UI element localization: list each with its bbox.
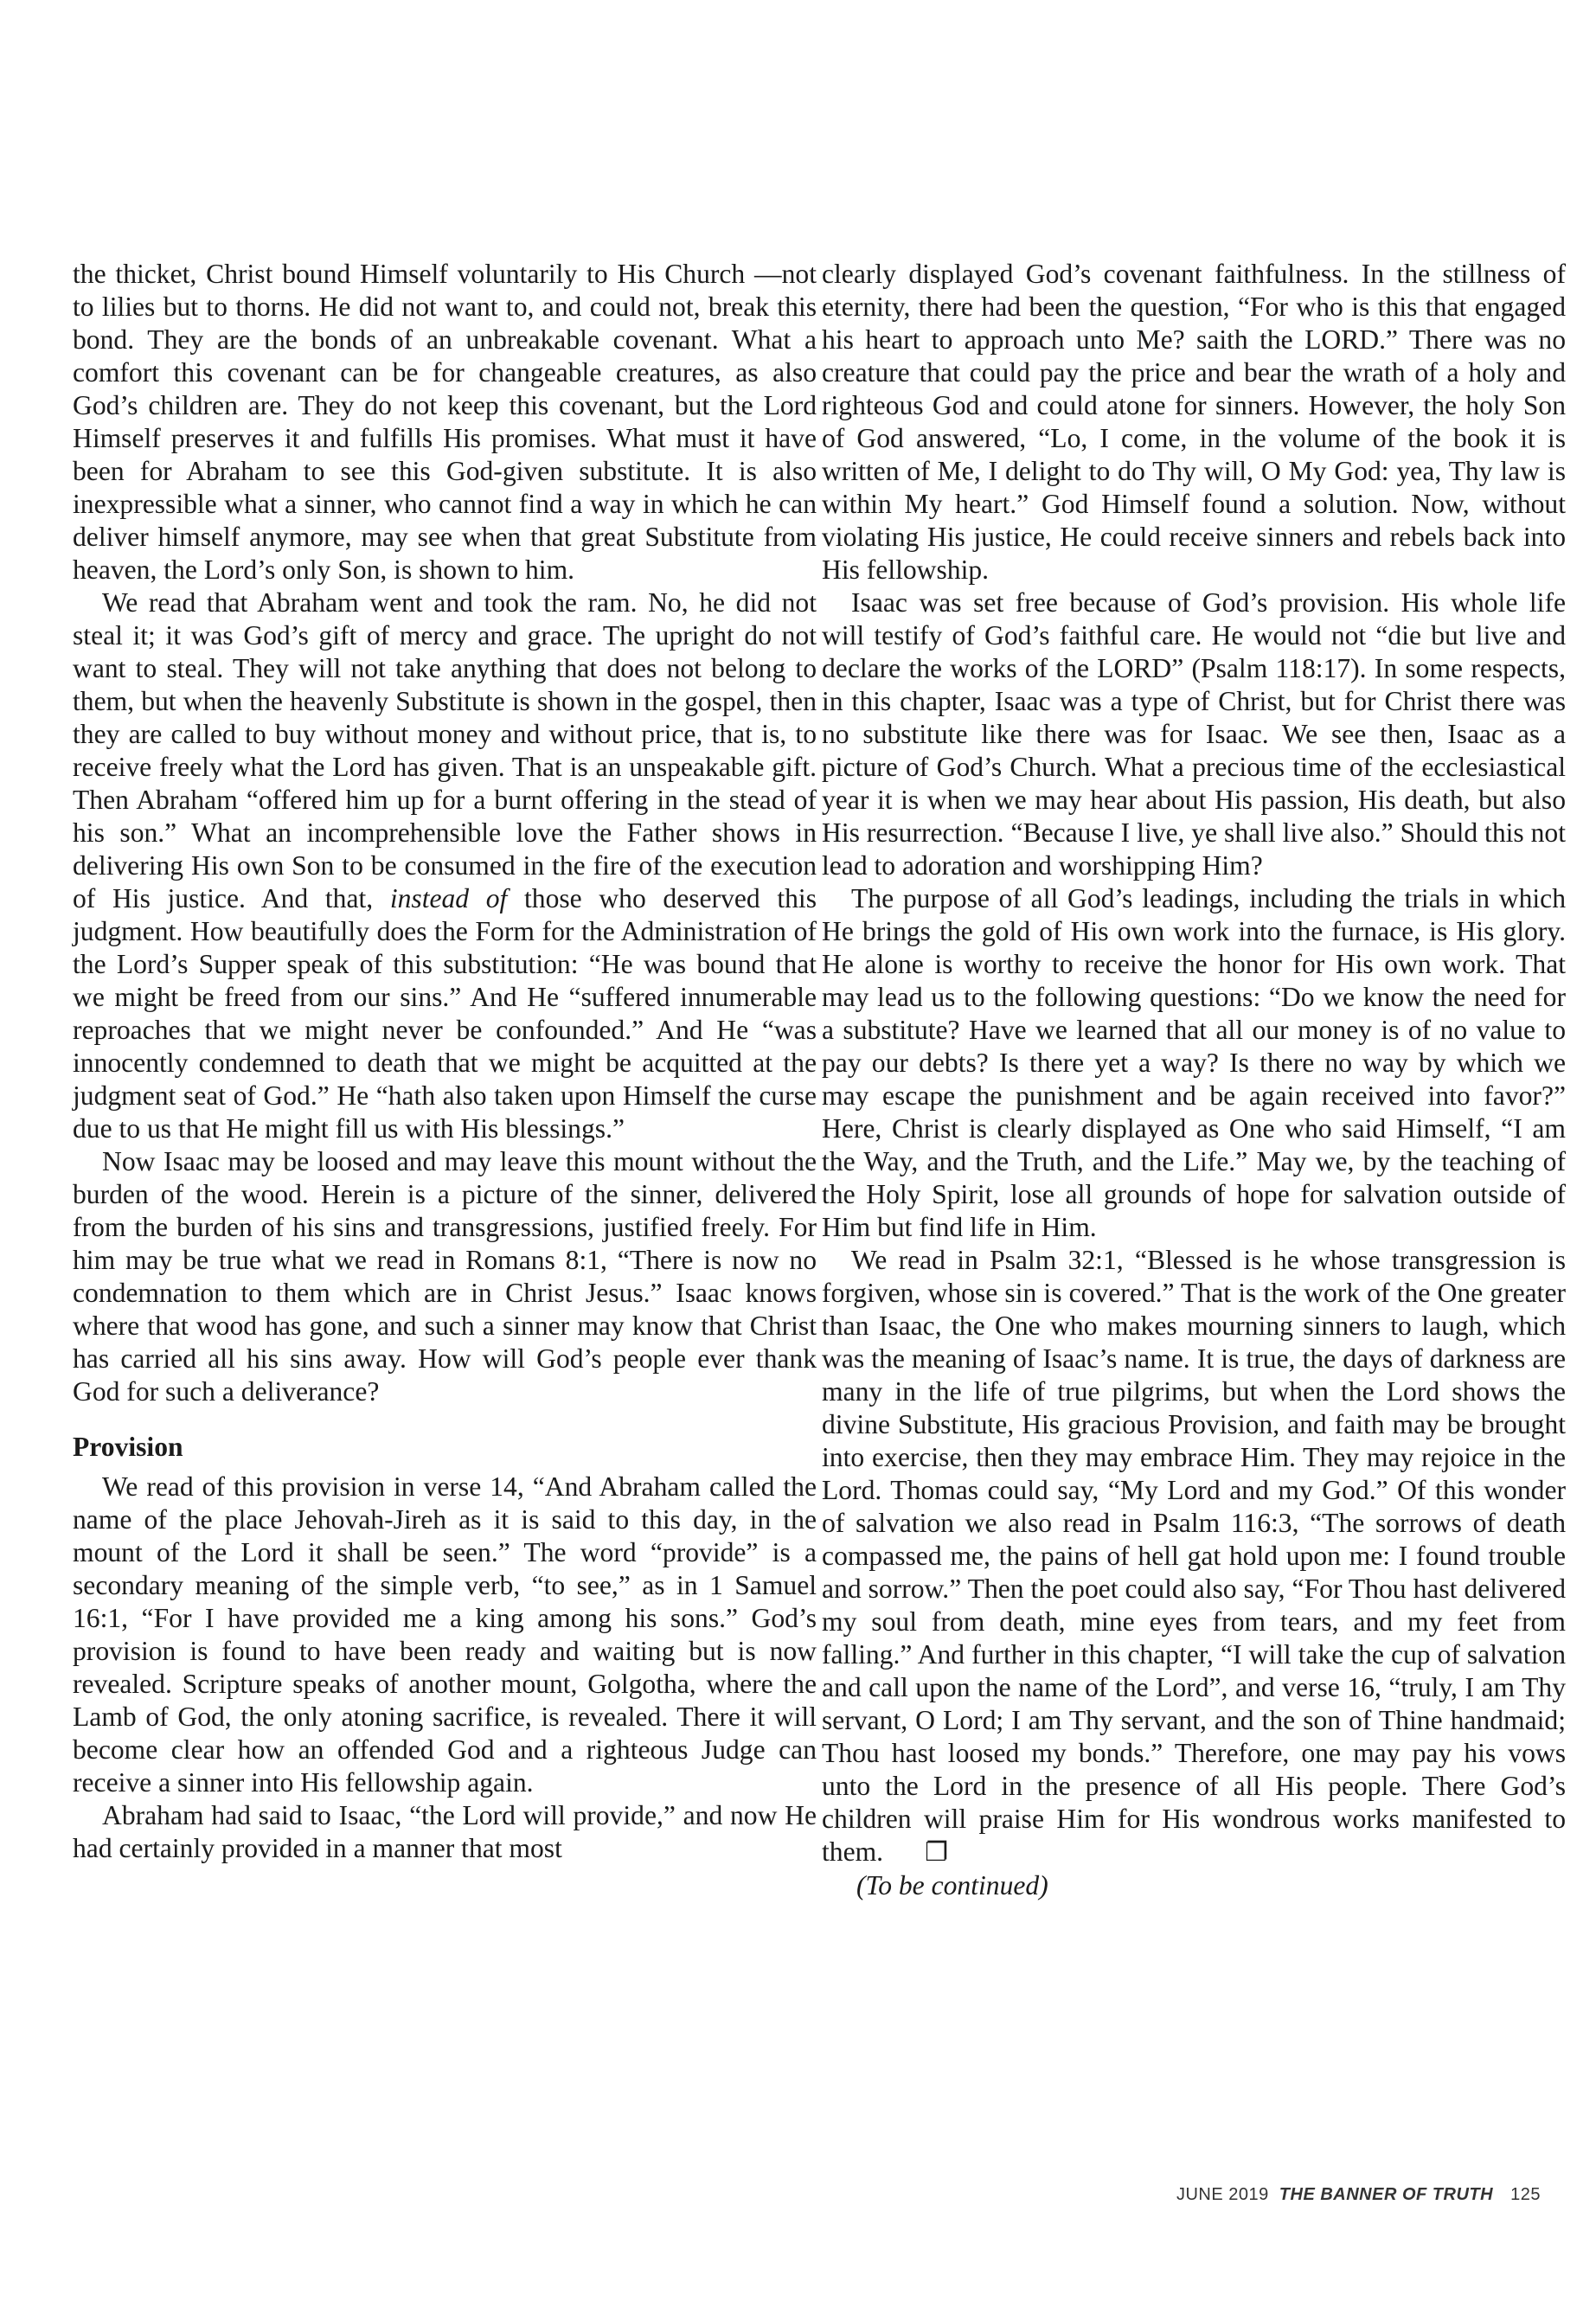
paragraph: Isaac was set free because of God’s provision. His whole life will testify of God’s faithful care. He would not “die but live and declare the works of the LORD” (Psalm 118:17). In some respects, in this chapter, Isaac was a type of Christ, but for Christ there was no substitute like there was for Isaac. We see then, Isaac as a picture of God’s Church. What a precious time of the ecclesiastical year it is when we may hear about His passion, His death, but also His resurrection. “Because I live, ye shall live also.” Should this not lead to adoration and worshipping Him? bbox=[822, 587, 1566, 881]
page-number: 125 bbox=[1510, 2185, 1541, 2204]
issue-date: JUNE 2019 bbox=[1176, 2185, 1269, 2204]
section-heading: Provision bbox=[73, 1432, 183, 1462]
paragraph: Abraham had said to Isaac, “the Lord will provide,” and now He had certainly provided in a manner that most bbox=[73, 1800, 817, 1863]
paragraph bbox=[73, 586, 817, 1145]
left-column bbox=[73, 258, 817, 1865]
paragraph-text: We read that Abraham went and took the ram. No, he did not steal it; it was God’s gift of mercy and grace. The upright do not want to steal. They will not take anything that does not belong to them, but when the heavenly Substitute is shown in the gospel, then they are called to buy without money and without price, that is, to receive freely what the Lord has given. That is an unspeakable gift. Then Abraham “offered him up for a burnt offering in the stead of his son.” What an incomprehensible love the Father shows in delivering His own Son to be consumed in the fire of the execution of His justice. And that, bbox=[73, 587, 817, 913]
end-mark-icon: ❐ bbox=[925, 1838, 948, 1867]
italic-text: instead of bbox=[389, 883, 508, 913]
magazine-title: THE BANNER OF TRUTH bbox=[1279, 2185, 1494, 2204]
paragraph bbox=[822, 1244, 1566, 1869]
continued-note: (To be continued) bbox=[856, 1870, 1048, 1900]
paragraph: We read of this provision in verse 14, “And Abraham called the name of the place Jehovah-Jireh as it is said to this day, in the mount of the Lord it shall be seen.” The word “provide” is a secondary meaning of the simple verb, “to see,” as in 1 Samuel 16:1, “For I have provided me a king among his sons.” God’s provision is found to have been ready and waiting but is now revealed. Scripture speaks of another mount, Golgotha, where the Lamb of God, the only atoning sacrifice, is revealed. There it will become clear how an offended God and a righteous Judge can receive a sinner into His fellowship again. bbox=[73, 1471, 817, 1798]
paragraph: the thicket, Christ bound Himself voluntarily to His Church —not to lilies but to thorns. He did not want to, and could not, break this bond. They are the bonds of an unbreakable covenant. What a comfort this covenant can be for changeable creatures, as also God’s children are. They do not keep this covenant, but the Lord Himself preserves it and fulfills His promises. What must it have been for Abraham to see this God-given substitute. It is also inexpressible what a sinner, who cannot find a way in which he can deliver himself anymore, may see when that great Substitute from heaven, the Lord’s only Son, is shown to him. bbox=[73, 259, 817, 585]
paragraph: clearly displayed God’s covenant faithfulness. In the stillness of eternity, there had been the question, “For who is this that engaged his heart to approach unto Me? saith the LORD.” There was no creature that could pay the price and bear the wrath of a holy and righteous God and could atone for sinners. However, the holy Son of God answered, “Lo, I come, in the volume of the book it is written of Me, I delight to do Thy will, O My God: yea, Thy law is within My heart.” God Himself found a solution. Now, without violating His justice, He could receive sinners and rebels back into His fellowship. bbox=[822, 259, 1566, 585]
paragraph: The purpose of all God’s leadings, including the trials in which He brings the gold of His own work into the furnace, is His glory. He alone is worthy to receive the honor for His own work. That may lead us to the following questions: “Do we know the need for a substitute? Have we learned that all our money is of no value to pay our debts? Is there yet a way? Is there no way by which we may escape the punishment and be again received into favor?” Here, Christ is clearly displayed as One who said Himself, “I am the Way, and the Truth, and the Life.” May we, by the teaching of the Holy Spirit, lose all grounds of hope for salvation outside of Him but find life in Him. bbox=[822, 883, 1566, 1242]
right-column bbox=[822, 258, 1566, 1902]
page-footer bbox=[1176, 2185, 1541, 2205]
paragraph-text: those who deserved this judgment. How beautifully does the Form for the Administration of the Lord’s Supper speak of this substitution: “He was bound that we might be freed from our sins.” And He “suffered innumerable reproaches that we might never be confounded.” And He “was innocently condemned to death that we might be acquitted at the judgment seat of God.” He “hath also taken upon Himself the curse due to us that He might fill us with His blessings.” bbox=[73, 883, 817, 1144]
paragraph-text: We read in Psalm 32:1, “Blessed is he whose transgression is forgiven, whose sin is covered.” That is the work of the One greater than Isaac, the One who makes mourning sinners to laugh, which was the meaning of Isaac’s name. It is true, the days of darkness are many in the life of true pilgrims, but when the Lord shows the divine Substitute, His gracious Provision, and faith may be brought into exercise, then they may embrace Him. They may rejoice in the Lord. Thomas could say, “My Lord and my God.” Of this wonder of salvation we also read in Psalm 116:3, “The sorrows of death compassed me, the pains of hell gat hold upon me: I found trouble and sorrow.” Then the poet could also say, “For Thou hast delivered my soul from death, mine eyes from tears, and my feet from falling.” And further in this chapter, “I will take the cup of salvation and call upon the name of the Lord”, and verse 16, “truly, I am Thy servant, O Lord; I am Thy servant, and the son of Thine handmaid; Thou hast loosed my bonds.” Therefore, one may pay his vows unto the Lord in the presence of all His people. There God’s children will praise Him for His wondrous works manifested to them. bbox=[822, 1245, 1566, 1867]
paragraph: Now Isaac may be loosed and may leave this mount without the burden of the wood. Herein is a picture of the sinner, delivered from the burden of his sins and transgressions, justified freely. For him may be true what we read in Romans 8:1, “There is now no condemnation to them which are in Christ Jesus.” Isaac knows where that wood has gone, and such a sinner may know that Christ has carried all his sins away. How will God’s people ever thank God for such a deliverance? bbox=[73, 1146, 817, 1407]
